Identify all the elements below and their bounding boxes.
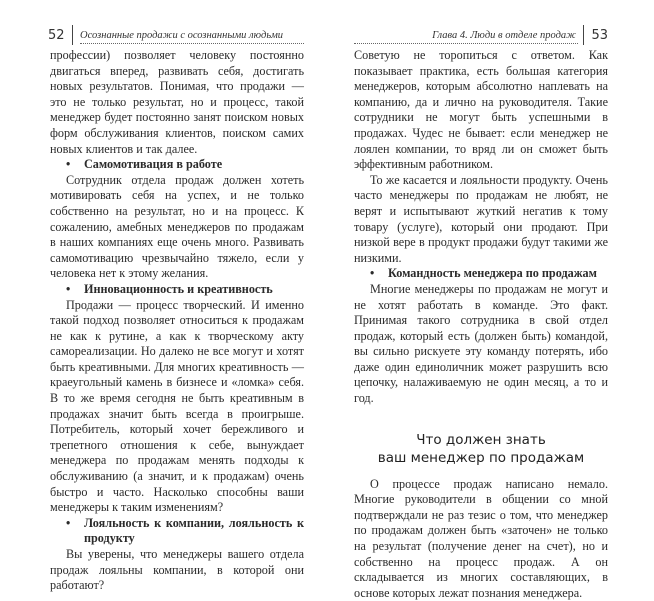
header-dotted-rule [354,43,578,44]
bullet-heading-teamwork [354,266,608,282]
bullet-icon: • [66,157,71,172]
paragraph: Сотрудник отдела продаж должен хотеть мотивировать себя на успех, и не только собственно на результат, но и на процесс. К сожалению, амебных менеджеров по продажам в наших компаниях еще очень много. Развивать самомотивацию чрезвычайно тяжело, если у человека нет к этому желания. [50,172,304,281]
paragraph: Продажи — процесс творческий. И именно такой подход позволяет относиться к продажам не как к рутине, а как к творческому акту самореализации. Но далеко не все могут и хотят быть креативными. Для многих креативность — краеугольный камень в бизнесе и «ломка» себя. В то же время сегодня не быть креативным в продажах значит быть всегда в проигрыше. Потребитель, который хочет бережливого и трепетного отношения к себе, вынуждает менеджера по продажам менять подходы к обслуживанию (а значит, и к продажам) очень быстро и часто. Насколько способны ваши менеджеры к таким изменениям? [50,297,304,515]
page-number: 52 [48,28,65,43]
right-body-text [354,48,608,601]
chapter-title-header: Глава 4. Люди в отделе продаж [432,30,576,41]
bullet-icon: • [66,281,71,296]
left-body-text [50,48,304,594]
section-heading-line-2: ваш менеджер по продажам [377,449,585,466]
left-page [0,0,327,593]
bullet-heading-text: Самомотивация в работе [84,157,223,172]
bullet-heading-text: Лояльность к компании, лояльность к продукту [84,515,304,546]
paragraph: Многие менеджеры по продажам не могут и не хотят работать в команде. Это факт. Принимая такого сотрудника в свой отдел продаж, который есть (должен быть) командой, вы сильно рискуете эту команду потерять, ибо даже один единоличник может разрушить всю цепочку, налаживаемую не один месяц, а то и год. [354,281,608,406]
bullet-heading-self-motivation [50,157,304,173]
paragraph: Вы уверены, что менеджеры вашего отдела продаж лояльны компании, в которой они работают? [50,547,304,593]
header-divider [72,25,74,45]
bullet-icon: • [66,515,71,530]
paragraph: То же касается и лояльности продукту. Очень часто менеджеры по продажам не любят, не верят и испытывают жуткий негатив к тому товару (услуге), который они продают. При низкой вере в продукт продажи будут такими же низкими. [354,172,608,265]
bullet-heading-text: Инновационность и креативность [84,281,273,296]
bullet-heading-loyalty [50,516,304,547]
book-title-header: Осознанные продажи с осознанными людьми [80,30,284,41]
bullet-heading-innovation [50,282,304,298]
paragraph-continued: Советую не торопиться с ответом. Как показывает практика, есть большая категория менеджеров, которым абсолютно наплевать на компанию, да и лично на руководителя. Такие сотрудники не могут быть успешными в продажах. Чудес не бывает: если менеджер не лоялен компании, то вряд ли он сможет быть эффективным работником. [354,48,608,172]
header-dotted-rule [80,43,304,44]
paragraph: О процессе продаж написано немало. Многие руководители в общении со мной подтверждали не раз тезис о том, что менеджер по продажам должен быть «заточен» не только на результат (получение денег на счет), но и собственно на процесс продаж. А он складывается из многих составляющих, в основе которых лежат познания менеджера. [354,476,608,600]
bullet-icon: • [370,266,375,281]
right-running-head [354,25,608,45]
right-page [327,0,654,600]
left-running-head [48,25,304,45]
bullet-heading-text: Командность менеджера по продажам [388,266,597,281]
section-heading [354,431,608,467]
header-divider [583,25,585,45]
section-heading-line-1: Что должен знать [416,431,546,448]
page-number: 53 [591,28,608,43]
paragraph-continued: профессии) позволяет человеку постоянно двигаться вперед, развивать себя, достигать новых результатов. Понимая, что продажи — это не только результат, но и процесс, такой менеджер будет постоянно занят поиском новых форм обслуживания клиентов, поиском самих новых клиентов и так далее. [50,48,304,156]
